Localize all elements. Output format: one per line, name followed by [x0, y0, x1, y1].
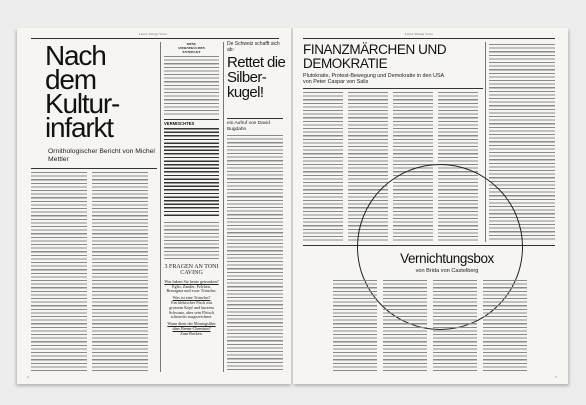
- right-top-rule: [303, 38, 555, 39]
- left-page: [17, 28, 292, 384]
- box-column-1: [333, 280, 377, 372]
- box-column-2: [383, 280, 427, 372]
- left-body-column-1: [31, 172, 87, 372]
- right-headline: FINANZMÄRCHEN UND DEMOKRATIE: [303, 42, 447, 71]
- right-page: [293, 28, 568, 384]
- column3-kicker: De Schweiz schafft sich ab:: [227, 41, 280, 53]
- sidebar-header: [164, 42, 219, 54]
- column3-byline: ein Aufruf von David Bugdahn: [227, 121, 270, 132]
- left-col-divider-1: [160, 42, 161, 372]
- right-byline: von Peter Caspar von Salis: [303, 79, 369, 85]
- headline-line-3: Kultur-: [45, 88, 120, 119]
- answer-3: Zum Backen.: [180, 330, 203, 336]
- right-page-number: 5: [555, 375, 557, 379]
- column3-headline: Rettet die Silber-kugel!: [227, 54, 286, 101]
- left-subtitle: Ornithologischer Bericht von Michel Mettler: [48, 148, 155, 163]
- left-col-divider-2: [223, 42, 224, 372]
- right-body-column-1: [303, 92, 343, 242]
- box-column-3: [433, 280, 477, 372]
- vermischtes-bold-text: [164, 128, 219, 218]
- left-headline-rule: [31, 168, 157, 169]
- left-folio: Lettre Village Voice: [139, 32, 167, 36]
- box-column-4: [483, 280, 527, 372]
- left-top-rule: [31, 38, 279, 39]
- newspaper-spread: [17, 28, 568, 384]
- sidebar-section-title: VERMISCHTES: [164, 121, 195, 126]
- headline-line-4: infarkt: [45, 112, 113, 143]
- box-byline: von Brida von Castelberg: [415, 268, 479, 274]
- answer-1: Eglis, Zander, Felchen, Brasagma und zwar Trinschn.: [166, 283, 217, 294]
- sidebar-header-line-2: STERNEKÜCHEN: [178, 46, 205, 50]
- headline-line-2: dem: [45, 64, 96, 95]
- right-subtitle: Plutokratie, Protest-Bewegung und Demokratie in den USA: [303, 73, 445, 79]
- vermischtes-text: [164, 222, 219, 260]
- question-3: Wann dient der Montagsfilm über Brenn-Chemisin?: [167, 321, 216, 331]
- sidebar-rule: [164, 119, 219, 120]
- headline-line-1: Nach: [45, 40, 106, 71]
- sidebar-header-line-3: ENTDECKT: [182, 50, 201, 54]
- column3-body: [227, 135, 283, 372]
- sidebar-header-line-1: MENU: [186, 42, 197, 46]
- box-title: Vernichtungsbox: [400, 251, 494, 266]
- question-2: Was ist eine Trinschn?: [172, 295, 211, 301]
- three-questions-box: [164, 264, 219, 364]
- right-headline-rule: [303, 88, 483, 89]
- right-folio: Lettre Village Voice: [405, 32, 433, 36]
- left-page-number: 4: [27, 375, 29, 379]
- left-body-column-2: [92, 172, 148, 372]
- sidebar-menu-text: [164, 56, 219, 116]
- left-headline: [45, 40, 165, 143]
- question-1: Was haben Sie heute getrunken?: [164, 278, 219, 284]
- column3-rule: [227, 118, 283, 119]
- three-questions-title: 3 FRAGEN AN TONI CAVING: [164, 264, 219, 277]
- answer-2: Ein kleinscher Fisch mit grossem Kopf und kurzem Schwanz, aber sein Fleisch schmeckt ausgezeichnet.: [168, 300, 215, 320]
